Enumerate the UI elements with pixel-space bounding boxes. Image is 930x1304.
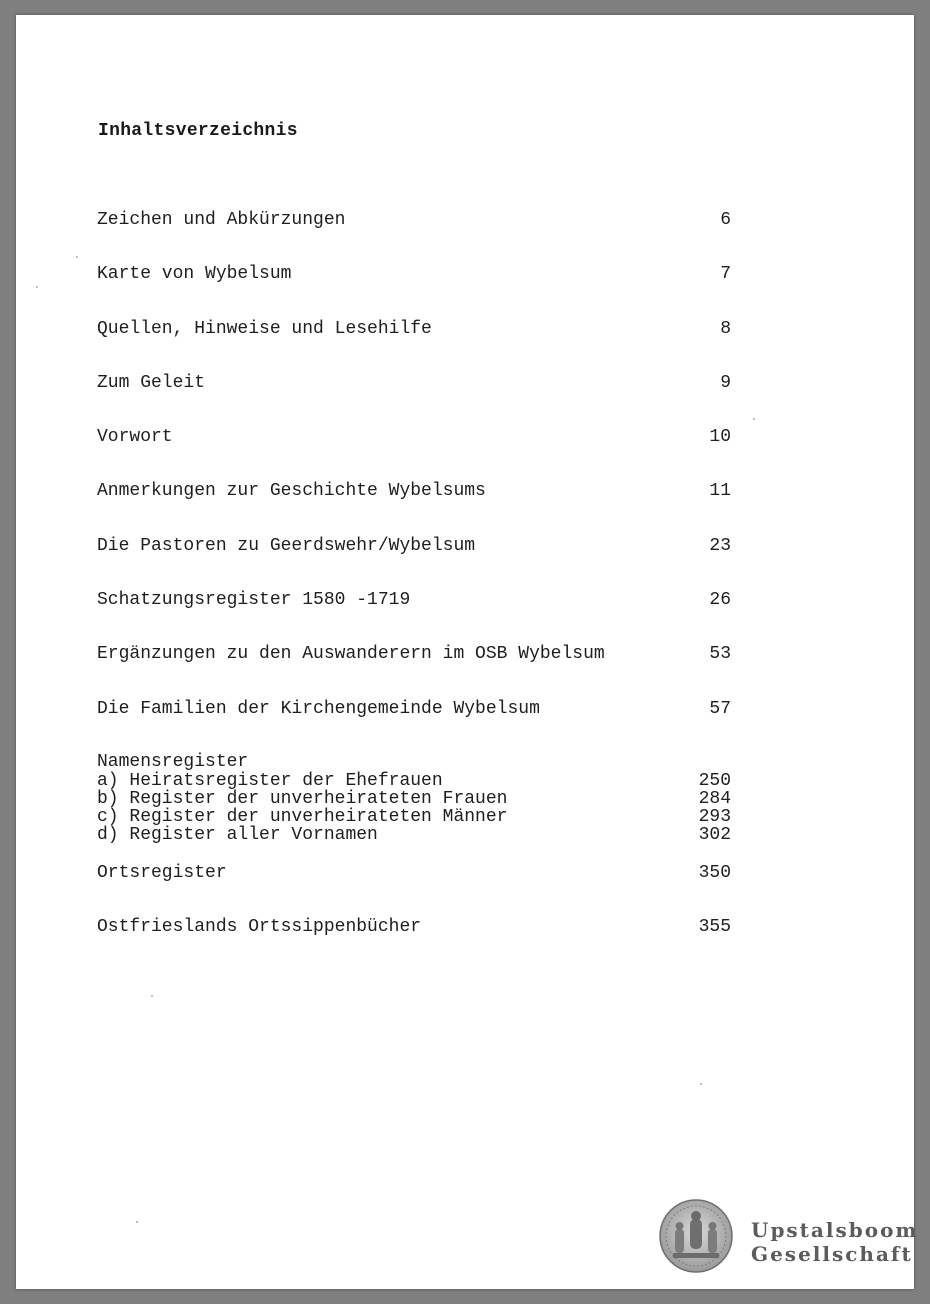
toc-entry-page: 7 [720,264,731,285]
toc-entry-page: 355 [698,917,731,938]
document-page [16,15,919,1289]
paper-speck [76,256,78,258]
toc-entry [97,372,731,426]
paper-speck [700,1083,702,1085]
toc-entry [97,643,731,697]
toc-entry [97,535,731,589]
namensregister-item-label: a) Heiratsregister der Ehefrauen [97,770,443,791]
toc-entry-label: Vorwort [97,427,173,448]
toc-entry-page: 11 [709,481,731,502]
paper-speck [753,418,755,420]
toc-entry-label: Ostfrieslands Ortssippenbücher [97,917,422,938]
namensregister-item [97,808,731,826]
table-of-contents [97,209,731,971]
toc-entry-label: Anmerkungen zur Geschichte Wybelsums [97,481,486,502]
toc-entry-label: Schatzungsregister 1580 -1719 [97,590,411,611]
namensregister-group [97,752,731,844]
namensregister-item-label: b) Register der unverheirateten Frauen [97,788,508,809]
toc-entry-page: 23 [709,535,731,556]
toc-entry-page: 6 [720,210,731,230]
toc-entry [97,480,731,534]
seal-icon [659,1199,733,1273]
toc-entry [97,263,731,317]
toc-entry-label: Ortsregister [97,862,227,883]
toc-entry-label: Karte von Wybelsum [97,264,292,285]
toc-entry-page: 350 [698,862,731,883]
brand-line: Gesellschaft [751,1242,913,1266]
toc-entry-page: 8 [720,318,731,339]
paper-speck [36,286,38,288]
toc-entry-page: 10 [709,427,731,448]
toc-entry [97,209,731,263]
toc-entry-label: Quellen, Hinweise und Lesehilfe [97,318,432,339]
namensregister-item-label: c) Register der unverheirateten Männer [97,806,508,827]
namensregister-item [97,826,731,844]
paper-speck [151,995,153,997]
toc-entry-page: 57 [709,698,731,719]
namensregister-item [97,790,731,808]
toc-entry [97,426,731,480]
page-title: Inhaltsverzeichnis [98,121,298,141]
toc-entry-label: Ergänzungen zu den Auswanderern im OSB Wybelsum [97,644,605,665]
namensregister-item-page: 302 [698,824,731,845]
toc-entry-page: 26 [709,590,731,611]
toc-entry [97,862,731,916]
toc-entry-label: Zum Geleit [97,372,206,393]
paper-speck [136,1221,138,1223]
namensregister-heading: Namensregister [97,751,249,772]
toc-entry-page: 53 [709,644,731,665]
toc-entry-page: 9 [720,372,731,393]
toc-entry [97,916,731,970]
brand-line: Upstalsboom [751,1218,919,1242]
toc-entry-label: Zeichen und Abkürzungen [97,210,346,230]
toc-entry [97,589,731,643]
toc-entry-label: Die Familien der Kirchengemeinde Wybelsum [97,698,540,719]
namensregister-item-page: 250 [698,770,731,791]
toc-entry [97,698,731,752]
toc-entry-label: Die Pastoren zu Geerdswehr/Wybelsum [97,535,476,556]
namensregister-item-page: 284 [698,788,731,809]
toc-entry [97,318,731,372]
namensregister-item-page: 293 [698,806,731,827]
namensregister-item-label: d) Register aller Vornamen [97,824,378,845]
namensregister-item [97,772,731,790]
brand-logotype [751,1218,919,1266]
